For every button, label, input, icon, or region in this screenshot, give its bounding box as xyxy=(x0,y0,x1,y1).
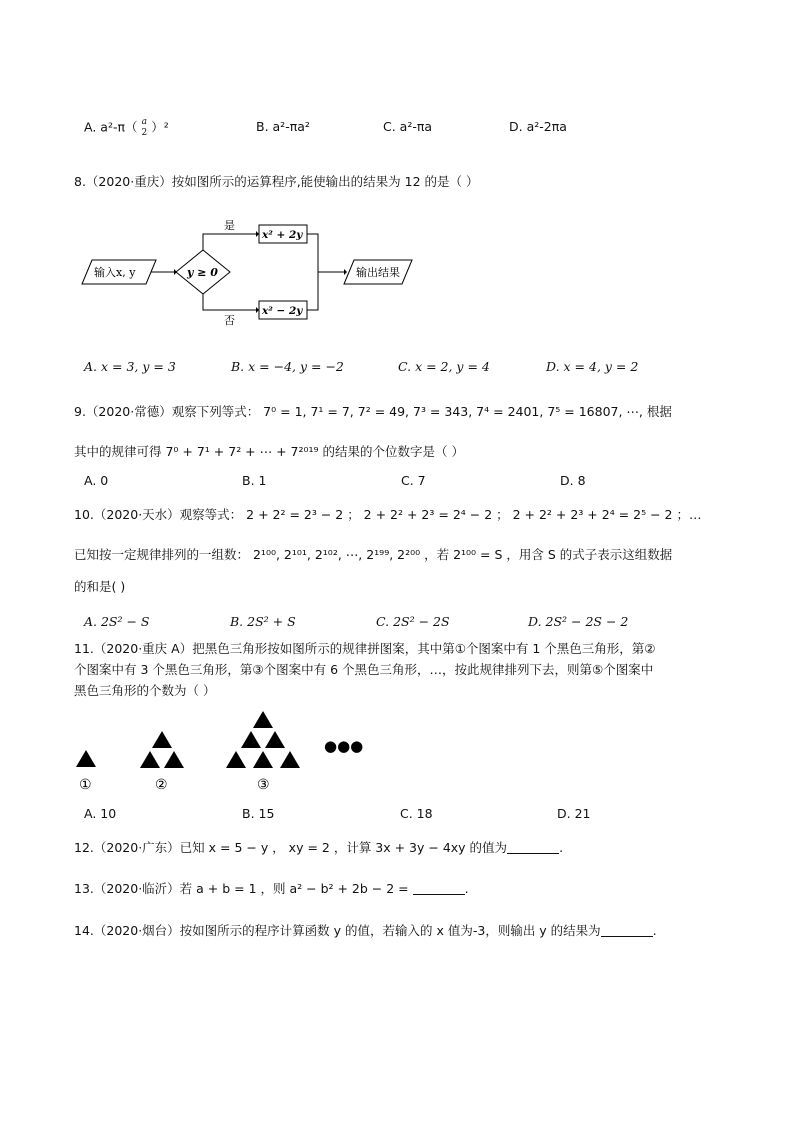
q8-option-c: C. x = 2, y = 4 xyxy=(398,359,490,374)
triangle-icon xyxy=(253,751,273,768)
flow-no-label: 否 xyxy=(224,314,235,327)
q14-line xyxy=(74,921,657,939)
q13-line xyxy=(74,879,469,897)
q11-option-c: C. 18 xyxy=(400,806,433,821)
triangle-icon xyxy=(140,751,160,768)
flow-yes-label: 是 xyxy=(224,219,235,232)
q7-option-b: B. a²-πa² xyxy=(256,119,310,134)
triangle-icon xyxy=(253,711,273,728)
q13-stem: 13.（2020·临沂）若 a + b = 1 ，则 a² − b² + 2b − 2 = xyxy=(74,881,409,896)
flow-input-label: 输入x, y xyxy=(94,266,136,279)
q14-end: . xyxy=(652,923,657,938)
q12-answer-blank[interactable] xyxy=(507,841,559,854)
q7-option-d: D. a²-2πa xyxy=(509,119,567,134)
q11-label-3: ③ xyxy=(257,777,270,793)
triangle-icon xyxy=(76,750,96,767)
triangle-icon xyxy=(241,731,261,748)
triangle-icon xyxy=(152,731,172,748)
q11-option-a: A. 10 xyxy=(84,806,117,821)
flow-bottom-op-label: x² − 2y xyxy=(262,305,303,317)
q12-stem: 12.（2020·广东）已知 x = 5 − y ， xy = 2 ，计算 3x + 3y − 4xy 的值为 xyxy=(74,840,508,855)
q11-line3: 黑色三角形的个数为（ ） xyxy=(74,683,216,698)
triangle-icon xyxy=(265,731,285,748)
q9-option-c: C. 7 xyxy=(401,473,426,488)
triangle-icon xyxy=(164,751,184,768)
q11-label-2: ② xyxy=(155,777,168,793)
q7-option-a-tail: ）² xyxy=(151,119,169,135)
q11-option-b: B. 15 xyxy=(242,806,275,821)
q9-line1: 9.（2020·常德）观察下列等式： 7⁰ = 1, 7¹ = 7, 7² = 49, 7³ = 343, 7⁴ = 2401, 7⁵ = 16807, ⋯, 根据 xyxy=(74,404,672,419)
q8-option-b: B. x = −4, y = −2 xyxy=(231,359,344,374)
q7-fraction xyxy=(142,117,148,139)
q8-stem: 8.（2020·重庆）按如图所示的运算程序,能使输出的结果为 12 的是（ ） xyxy=(74,174,479,189)
flow-output-label: 输出结果 xyxy=(356,266,400,279)
q11-triangle-patterns xyxy=(70,706,370,796)
q11-ellipsis: ●●● xyxy=(324,737,364,755)
q11-label-1: ① xyxy=(79,777,92,793)
q12-line xyxy=(74,838,563,856)
triangle-icon xyxy=(280,751,300,768)
q7-fraction-num: a xyxy=(141,117,148,127)
q13-end: . xyxy=(464,881,469,896)
q12-end: . xyxy=(559,840,564,855)
q10-option-a: A. 2S² − S xyxy=(84,614,150,629)
q13-answer-blank[interactable] xyxy=(413,882,465,895)
q7-option-a xyxy=(84,117,169,139)
flow-condition-label: y ≥ 0 xyxy=(187,266,218,279)
flow-top-op-label: x² + 2y xyxy=(262,229,303,241)
q8-option-a: A. x = 3, y = 3 xyxy=(84,359,176,374)
q14-answer-blank[interactable] xyxy=(601,924,653,937)
q11-line2: 个图案中有 3 个黑色三角形，第③个图案中有 6 个黑色三角形，…，按此规律排列下去，则第⑤个图案中 xyxy=(74,662,654,677)
q7-option-a-label: A. a²-π（ xyxy=(84,119,138,135)
q10-line3: 的和是( ) xyxy=(74,579,126,594)
triangle-icon xyxy=(226,751,246,768)
q11-option-d: D. 21 xyxy=(557,806,591,821)
q9-option-b: B. 1 xyxy=(242,473,267,488)
q10-option-c: C. 2S² − 2S xyxy=(376,614,450,629)
q10-option-d: D. 2S² − 2S − 2 xyxy=(528,614,629,629)
q7-option-c: C. a²-πa xyxy=(383,119,433,134)
q9-line2: 其中的规律可得 7⁰ + 7¹ + 7² + ⋯ + 7²⁰¹⁹ 的结果的个位数字是（ ） xyxy=(74,444,464,459)
q8-flowchart xyxy=(78,212,418,334)
q14-stem: 14.（2020·烟台）按如图所示的程序计算函数 y 的值，若输入的 x 值为-3，则输出 y 的结果为 xyxy=(74,923,601,938)
q9-option-d: D. 8 xyxy=(560,473,586,488)
q10-line1: 10.（2020·天水）观察等式： 2 + 2² = 2³ − 2 ； 2 + 2² + 2³ = 2⁴ − 2 ； 2 + 2² + 2³ + 2⁴ = 2⁵ − 2 ；… xyxy=(74,507,702,522)
q8-option-d: D. x = 4, y = 2 xyxy=(546,359,639,374)
q9-option-a: A. 0 xyxy=(84,473,109,488)
q10-line2: 已知按一定规律排列的一组数： 2¹⁰⁰, 2¹⁰¹, 2¹⁰², ⋯, 2¹⁹⁹, 2²⁰⁰ ，若 2¹⁰⁰ = S ，用含 S 的式子表示这组数据 xyxy=(74,547,673,562)
q11-line1: 11.（2020·重庆 A）把黑色三角形按如图所示的规律拼图案，其中第①个图案中有 1 个黑色三角形，第② xyxy=(74,641,656,656)
q7-fraction-den: 2 xyxy=(141,128,148,138)
q10-option-b: B. 2S² + S xyxy=(230,614,296,629)
